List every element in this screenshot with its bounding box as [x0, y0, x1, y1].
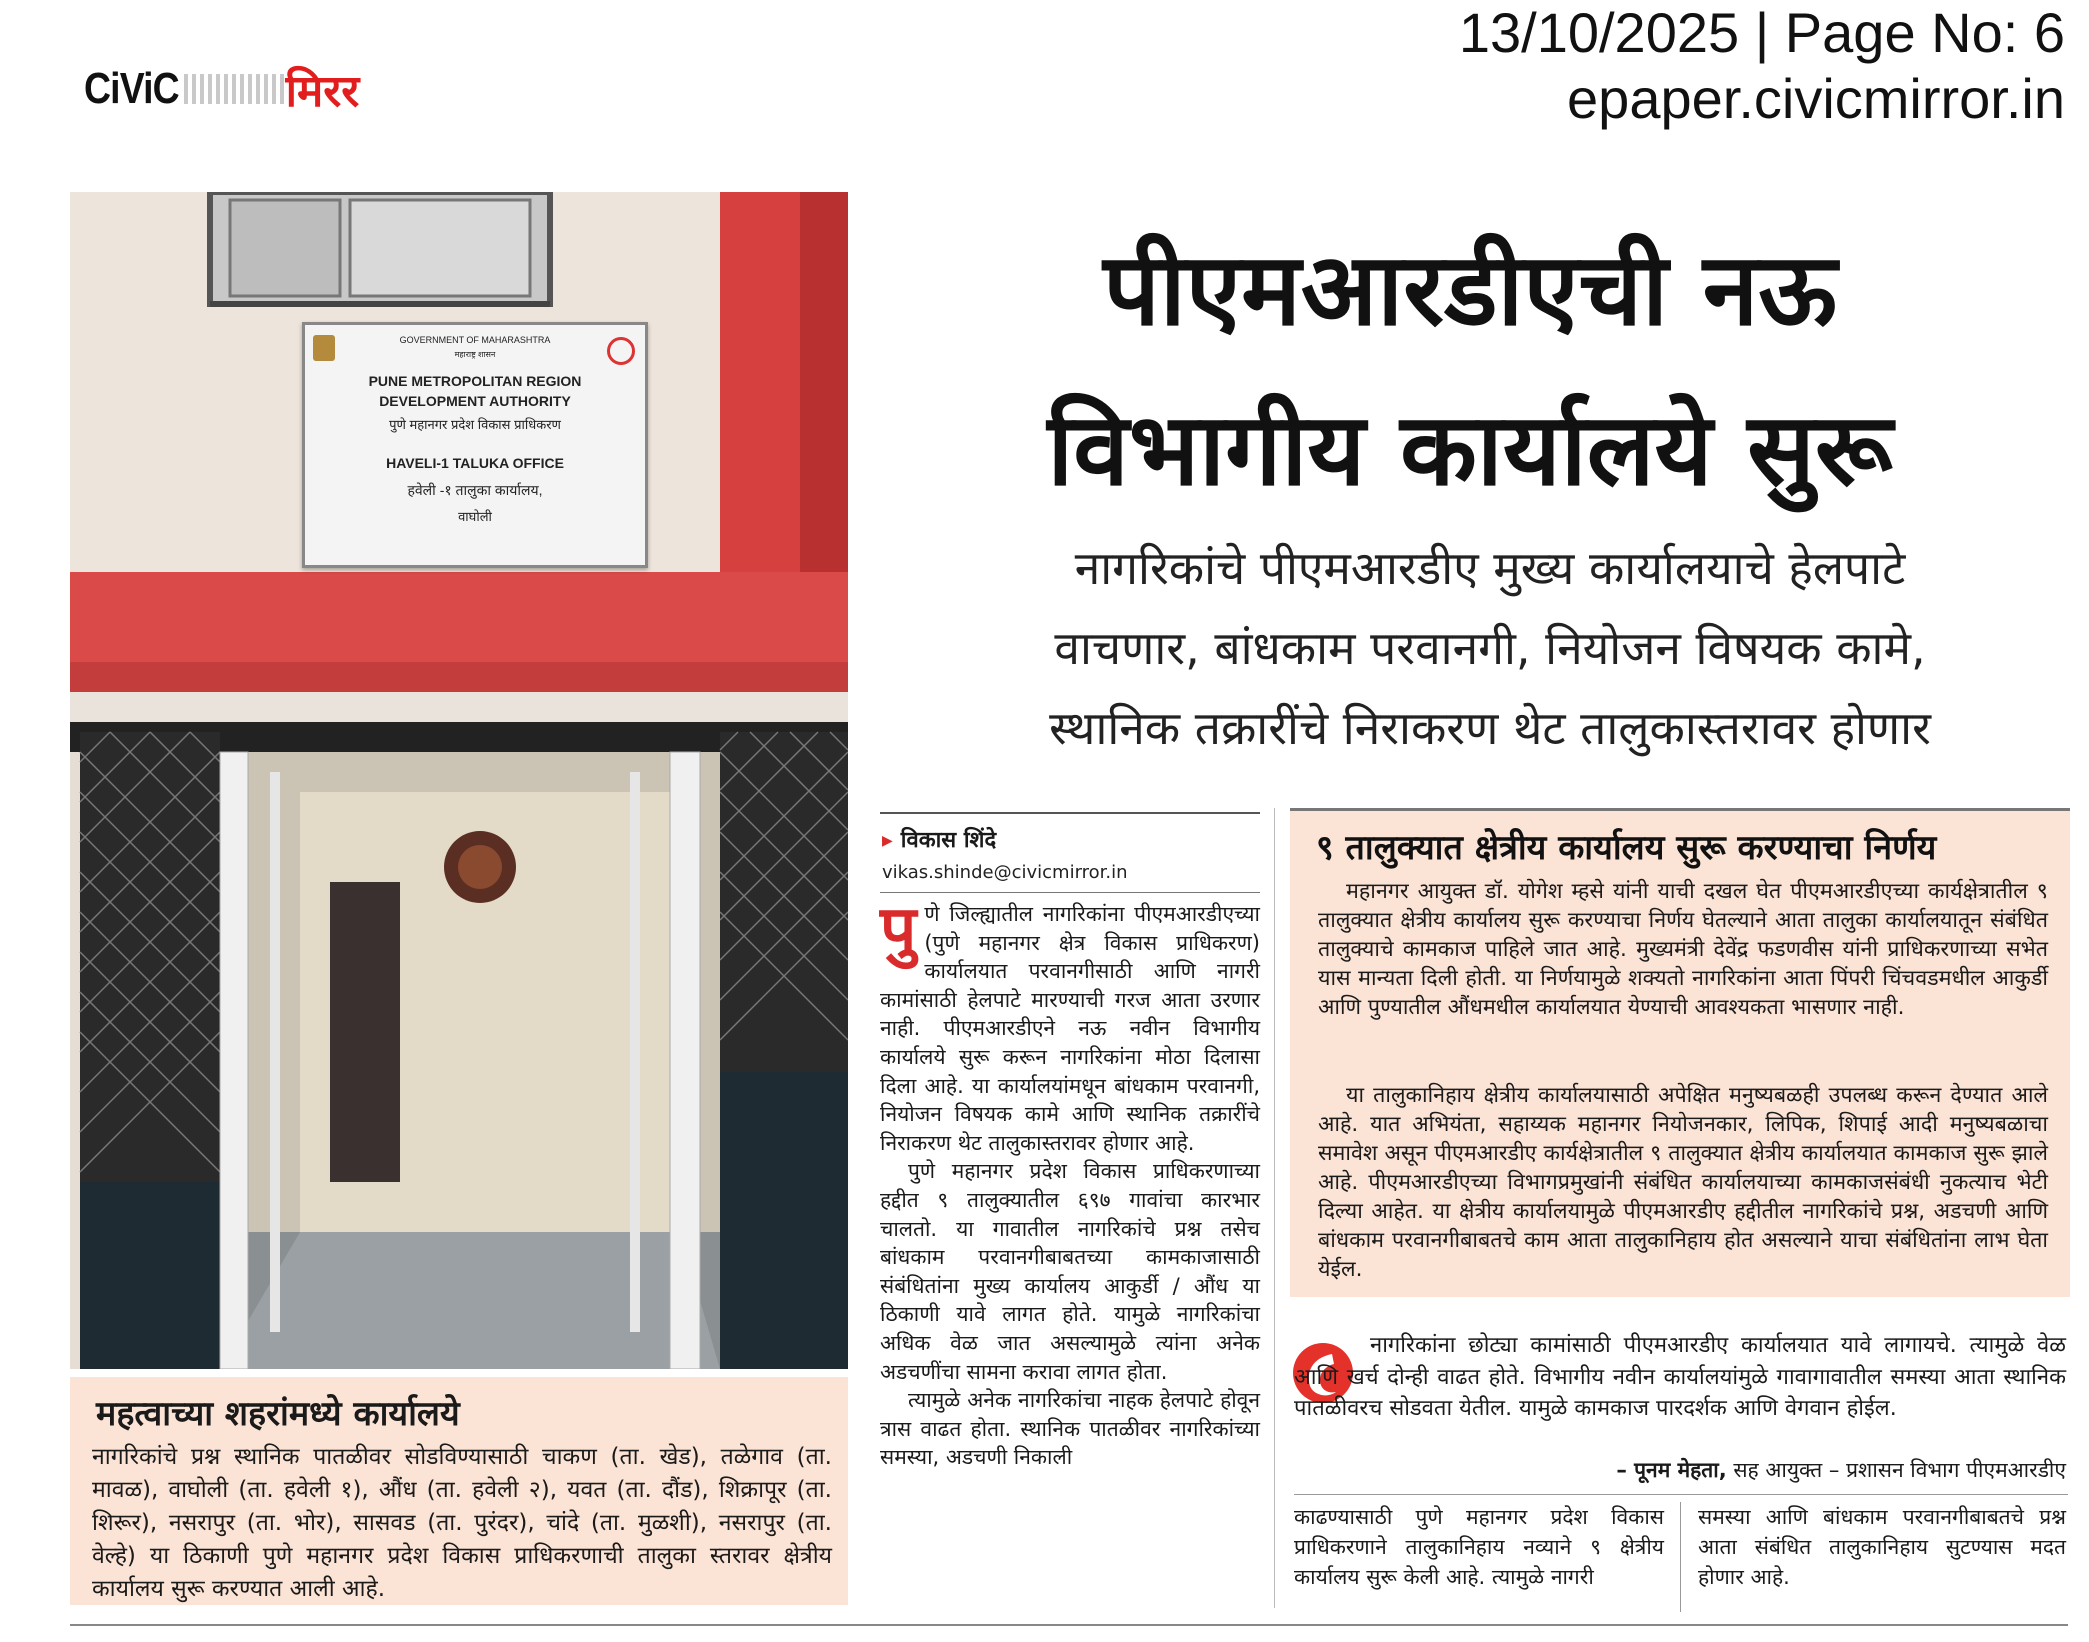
article-continued: समस्या आणि बांधकाम परवानगीबाबतचे प्रश्न आता संबंधित तालुकानिहाय सुटण्यास मदत होणार आहे. [1698, 1505, 2066, 1589]
quote-role: सह आयुक्त – प्रशासन विभाग पीएमआरडीए [1733, 1458, 2066, 1482]
subheadline [920, 528, 2060, 768]
dateline [1459, 0, 2065, 132]
article-continued: काढण्यासाठी पुणे महानगर प्रदेश विकास प्राधिकरणाने तालुकानिहाय नव्याने ९ क्षेत्रीय कार्यालय सुरू केली आहे. त्यामुळे नागरी [1294, 1505, 1664, 1589]
article-paragraph: त्यामुळे अनेक नागरिकांचा नाहक हेलपाटे होवून त्रास वाढत होता. स्थानिक पातळीवर नागरिकांच्या समस्या, अडचणी निकाली [880, 1388, 1260, 1470]
logo-civic: CiViC [84, 64, 179, 113]
sign-line: HAVELI-1 TALUKA OFFICE [386, 455, 564, 471]
highlight-paragraph: या तालुकानिहाय क्षेत्रीय कार्यालयासाठी अपेक्षित मनुष्यबळही उपलब्ध करून देण्यात आले आहे. यात अभियंता, सहाय्यक महानगर नियोजनकार, लिपिक, शिपाई आदी मनुष्यबळाचा समावेश असून पीएमआरडीए कार्यक्षेत्रातील ९ तालुक्यात क्षेत्रीय कार्यालयात कामकाज सुरू झाले आहे. पीएमआरडीएच्या विभागप्रमुखांनी संबंधित कार्यालयाच्या कामकाजसंबंधी नुकत्याच भेटी दिल्या आहेत. या क्षेत्रीय कार्यालयामुळे पीएमआरडीए हद्दीतील नागरिकांचे प्रश्न, अडचणी आणि बांधकाम परवानगीबाबतचे काम आता तालुकानिहाय होत असल्याने याचा संबंधितांना लाभ घेता येईल. [1318, 1083, 2048, 1282]
highlight-paragraph: महानगर आयुक्त डॉ. योगेश म्हसे यांनी याची दखल घेत पीएमआरडीएच्या कार्यक्षेत्रातील ९ तालुक्यात क्षेत्रीय कार्यालय सुरू करण्याचा निर्णय घेतल्याने आता तालुका कार्यालयातून संबंधित तालुक्याचे कामकाज पाहिले जात आहे. मुख्यमंत्री देवेंद्र फडणवीस यांनी प्राधिकरणाच्या सभेत यास मान्यता दिली होती. या निर्णयामुळे शक्यतो नागरिकांना आता पिंपरी चिंचवडमधील आकुर्डी आणि पुण्यातील औंधमधील कार्यालयात येण्याची आवश्यकता भासणार नाही. [1318, 879, 2048, 1020]
caption-text: नागरिकांचे प्रश्न स्थानिक पातळीवर सोडविण्यासाठी चाकण (ता. खेड), तळेगाव (ता. मावळ), वाघोली (ता. हवेली १), औंध (ता. हवेली २), यवत (ता. दौंड), शिक्रापूर (ता. शिरूर), नसरापुर (ता. भोर), सासवड (ता. पुरंदर), चांदे (ता. मुळशी), नसरापुर (ता. वेल्हे) या ठिकाणी पुणे महानगर प्रदेश विकास प्राधिकरणाची तालुका स्तरावर क्षेत्रीय कार्यालय सुरू करण्यात आली आहे. [92, 1444, 832, 1602]
sign-line: महाराष्ट्र शासन [454, 350, 496, 359]
caption-box [70, 1377, 848, 1605]
divider [880, 892, 1260, 893]
deck-line: नागरिकांचे पीएमआरडीए मुख्य कार्यालयाचे हेलपाटे [1074, 541, 1906, 595]
article-paragraph: पुणे जिल्ह्यातील नागरिकांना पीएमआरडीएच्या (पुणे महानगर क्षेत्र विकास प्राधिकरण) कार्यालयात परवानगीसाठी आणि नागरी कामांसाठी हेलपाटे मारण्याची गरज आता उरणार नाही. पीएमआरडीएने नऊ नवीन विभागीय कार्यालये सुरू करून नागरिकांना मोठा दिलासा दिला आहे. या कार्यालयांमधून बांधकाम परवानगी, नियोजन विषयक कामे आणि स्थानिक तक्रारींचे निराकरण थेट तालुकास्तरावर होणार आहे. [880, 893, 1260, 1155]
byline [880, 812, 1260, 883]
sign-line: हवेली -१ तालुका कार्यालय, [407, 482, 543, 498]
logo-mirror: मिरर [285, 66, 360, 117]
masthead-logo [84, 60, 359, 118]
headline [880, 210, 2060, 530]
headline-line: विभागीय कार्यालये सुरू [1047, 391, 1893, 508]
column-rule [1680, 1502, 1681, 1612]
article-body [880, 893, 1260, 1472]
dropcap: पु [880, 893, 917, 967]
pull-quote: नागरिकांना छोट्या कामांसाठी पीएमआरडीए कार्यालयात यावे लागायचे. त्यामुळे वेळ आणि खर्च दोन्ही वाढत होते. विभागीय नवीन कार्यालयांमुळे गावागावातील समस्या आता स्थानिक पातळीवरच सोडवता येतील. यामुळे कामकाज पारदर्शक आणि वेगवान होईल. [1294, 1333, 2066, 1421]
caption-title: महत्वाच्या शहरांमध्ये कार्यालये [96, 1394, 460, 1434]
quote-author: – पूनम मेहता, [1616, 1458, 1727, 1482]
column-rule [1274, 808, 1275, 1608]
deck-line: स्थानिक तक्रारींचे निराकरण थेट तालुकास्तरावर होणार [1049, 701, 1931, 755]
highlight-box [1290, 808, 2070, 1297]
highlight-title: ९ तालुक्यात क्षेत्रीय कार्यालय सुरू करण्याचा निर्णय [1316, 828, 1937, 868]
sign-line: DEVELOPMENT AUTHORITY [379, 393, 571, 409]
deck-line: वाचणार, बांधकाम परवानगी, नियोजन विषयक कामे, [1054, 621, 1926, 675]
divider [1294, 1494, 2068, 1495]
sign-line: GOVERNMENT OF MAHARASHTRA [399, 335, 551, 345]
article-photo [70, 192, 848, 1369]
author-name: ▶ विकास शिंदे [882, 824, 996, 854]
site-url: epaper.civicmirror.in [1567, 67, 2065, 130]
quote-attribution [1294, 1455, 2066, 1485]
sign-line: PUNE METROPOLITAN REGION [368, 373, 582, 389]
date-page: 13/10/2025 | Page No: 6 [1458, 1, 2065, 64]
article-paragraph: पुणे महानगर प्रदेश विकास प्राधिकरणाच्या हद्दीत ९ तालुक्यातील ६९७ गावांचा कारभार चालतो. या गावातील नागरिकांचे प्रश्न तसेच बांधकाम परवानगीबाबतच्या कामकाजासाठी संबंधितांना मुख्य कार्यालय आकुर्डी / औंध या ठिकाणी यावे लागत होते. यामुळे नागरिकांचा अधिक वेळ जात असल्यामुळे त्यांना अनेक अडचणींचा सामना करावा लागत होता. [880, 1159, 1260, 1384]
page-bottom-rule [70, 1624, 2068, 1626]
sign-line: वाघोली [458, 509, 492, 524]
author-email[interactable]: vikas.shinde@civicmirror.in [882, 862, 1128, 883]
headline-line: पीएमआरडीएची नऊ [1103, 231, 1837, 348]
logo-mirror-graphic [184, 74, 284, 104]
sign-line: पुणे महानगर प्रदेश विकास प्राधिकरण [389, 417, 561, 432]
signboard [302, 322, 648, 568]
